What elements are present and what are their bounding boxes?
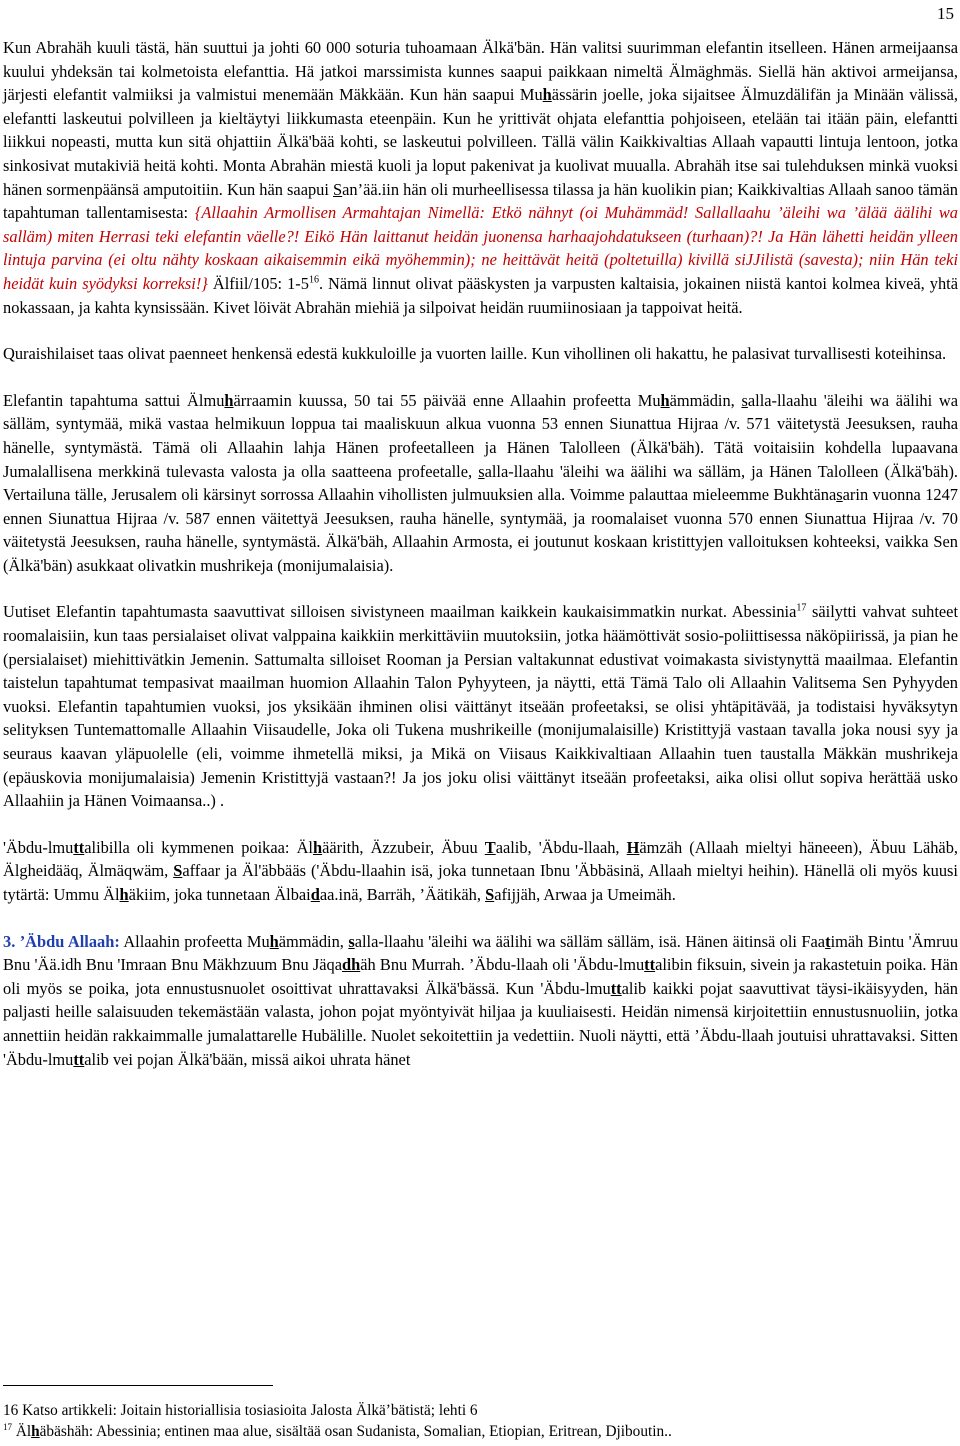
text-run: Quraishilaiset taas olivat paenneet henkensä edestä kukkuloille ja vuorten laille. Kun vihollinen oli hakattu, he palasivat turvallisesti koteihinsa. (3, 344, 947, 364)
transliteration-mark: h (224, 390, 234, 410)
transliteration-mark-bold (611, 979, 622, 998)
transliteration-mark: tt (73, 1049, 85, 1069)
text-run: ämzäh (Allaah mieltyi häneeen), Äbuu Lähäb, Älgheidääq, Älmäqwäm, (3, 837, 958, 881)
transliteration-mark-bold (270, 932, 279, 951)
transliteration-mark: h (542, 85, 552, 105)
transliteration-mark-bold (543, 85, 552, 104)
transliteration-mark-bold (73, 838, 84, 857)
transliteration-mark: s (836, 485, 843, 505)
footnote-reference: 16 (308, 274, 319, 286)
page-number: 15 (937, 4, 954, 23)
transliteration-mark: S (173, 861, 183, 881)
footnote-reference: 17 (796, 603, 807, 614)
transliteration-mark-bold (627, 838, 640, 857)
transliteration-mark-bold (73, 1050, 84, 1069)
footnote-reference: 17 (3, 1421, 12, 1432)
text-run: afijjäh, Arwaa ja Umeimäh. (494, 885, 676, 904)
text-run: 'Äbdu-lmu (3, 837, 74, 857)
text-run: ibout (620, 1423, 653, 1440)
transliteration-mark: tt (73, 837, 85, 857)
transliteration-mark-bold (31, 1423, 40, 1440)
transliteration-mark-bold (173, 861, 182, 880)
transliteration-mark-bold (224, 391, 233, 410)
text-run: raa /v. 571 väitetystä Jeesuksen, rauha hänelle, syntymästä. Tämä oli Allaahin lahja Hänen profeetalleen ja Hänen Talolleen (Älkä'bäh). Tätä voitaisiin kohdella lupaavana Jumalallisena merkkinä tulevasta valosta ja olla saatteena profeetalle, (3, 414, 959, 481)
transliteration-mark-bold (485, 838, 496, 857)
transliteration-mark: h (269, 931, 279, 951)
transliteration-mark-bold (311, 885, 320, 904)
text-run: alib vei pojan Älkä'bään, missä aikoi uhrata hänet (84, 1049, 411, 1069)
footnote (3, 1421, 953, 1442)
text-run: Kun Abrahäh kuuli tästä, hän suuttui ja johti 60 000 soturia tuhoamaan Älkä'bän. Hän valitsi suurimman elefantin itselleen. Hänen armeijaansa kuului yhdeksän tai kolmetoista elefanttia. Hä jatkoi marssimista kunnes saapui paikkaan nimeltä Älmäghmäs. Siellä hän aktivoi armeijansa, järjesti elefantit valmiiksi ja valmistui menemään Mäkkään. Kun hän saapui Mu (3, 38, 958, 105)
text-run: ärraamin kuussa, 50 tai 55 päivää enne Allaahin profeetta Mu (233, 390, 661, 410)
text-run: säilytti vahvat suhteet roomalaisiin, kun taas persialaiset olivat valppaina kaikkiin merkittäviin muutoksiin, jotka häämöttivät sosio-poliittisessa näköpiirissä, ja pian he (persialaiset) miehittivätkin Jemenin. Sattumalta silloiset Rooman ja Persian valtakunnat edustivat voimakasta sivistynyttä maailmaa. Elefantin taistelun tapahtumat tempasivat maailman huomion Allaahin Talon Pyhyyteen, ja näytti, että Tämä Talo oli Allaahin Valitsema Sen Pyhyyden vuoksi. Elefantin tapahtumien vuoksi, jos yksikään ihminen olisi väittänyt itseään profeetaksi, se olisi yhtäpitävää, ja todistaisi hyväksytyn selityksen Tuntemattomalle Allaahin Viisaudelle, Joka oli Tukena mushrikeille (monijumalaisille) Kristittyjä vastaan tavalla joka nousi syy ja seuraus kaavan yläpuolelle (eli, voimme ihmetellä miksi, ja Mikä on Viisaus Kaikkivaltiaan Allaahin tuen taustalla Mäkkän mushrikeja (epäuskovia monijumalaisia) Jemenin Kristittyjä vastaan?! Ja jos joku olisi väittänyt itseään profeetaksi, aika olisi ollut sopiva herättää usko Allaahiin ja Hänen Voimaansa..) . (3, 602, 958, 811)
text-run: alibilla oli kymmenen poikaa: Äl (84, 837, 313, 857)
paragraph (3, 836, 958, 907)
text-run: aa.inä, Barräh, ’Äätikäh, (319, 885, 486, 904)
text-run: an’ää.iin hän oli murheellisessa tilassa ja hän kuolikin pian; Kaikkivaltias Allaah sanoo tämän tapahtuman tallentamisesta: (3, 179, 958, 223)
transliteration-mark: dh (342, 955, 361, 975)
text-run: Äl (12, 1423, 32, 1440)
document-body (3, 36, 958, 1071)
transliteration-mark: h (312, 837, 323, 857)
paragraph (3, 600, 958, 812)
transliteration-mark: t (825, 931, 831, 951)
transliteration-mark: j (616, 1423, 621, 1440)
transliteration-mark-bold (120, 885, 129, 904)
transliteration-mark: d (310, 885, 320, 904)
transliteration-mark: h (660, 390, 670, 410)
transliteration-mark: s (741, 390, 748, 410)
text-run: äkiim, joka tunnetaan Älbai (128, 885, 311, 904)
transliteration-mark-bold (661, 391, 670, 410)
section-heading: 3. ’Äbdu Allaah: (3, 931, 120, 951)
transliteration-mark: j (132, 508, 138, 528)
transliteration-mark: S (485, 885, 495, 904)
text-run: Älfiil/105: 1-5 (207, 273, 309, 293)
footnote (3, 1400, 953, 1421)
transliteration-mark: H (626, 837, 640, 857)
text-run: ämmädin, (669, 390, 742, 410)
transliteration-mark: s (478, 461, 485, 481)
text-run: äärith, Äzzubeir, Äbuu (322, 837, 485, 857)
text-run: affaar ja Äl'äbbääs ('Äbdu-llaahin isä, joka tunnetaan Ibnu 'Äbbäsinä, Allaah mieltyi heihin). Hänellä oli myös kuusi tytärtä: Ummu Äl (3, 861, 958, 904)
paragraph (3, 36, 958, 319)
transliteration-mark-bold (313, 838, 322, 857)
text-run: alib kaikki pojat saavuttivat täysi-ikäisyyden, hän paljasti heille salaisuuden tekemästään valasta, johon pojat myöntyivät hiljaa ja kuuliaisesti. Heidän nimensä kirjoitettiin ennustusnuoliin, jotka annettiin heidän rakkaimmalle jumalattarelle Hubälille. Nuolet sekoitettiin ja vedettiin. Nuoli näytti, että ’Äbdu-llaah joutuisi uhrattavaksi. Sitten 'Äbdu-lmu (3, 978, 958, 1069)
text-run: äbäshäh: Abessinia; entinen maa alue, sisältää osan Sudanista, Somalian, Etiopian, Eritrean, D (39, 1423, 617, 1440)
transliteration-mark: j (888, 508, 894, 528)
quran-quote: {Allaahin Armollisen Armahtajan Nimellä: Etkö nähnyt (oi Muhämmäd! Sallallaahu ’äleihi wa ’älää äälihi wa salläm) miten Herrasi teki elefantin väelle?! Eikö Hän laittanut heidän juonensa harhaajohdatukseen (turhaan)?! Ja Hän lähetti heidän ylleen lintuja parvina (ei oltu nähty koskaan aikaisemmin eikä myöhemmin); ne heittävät heitä (poltetuilla) kivillä siJJilistä (savesta); niin Hän teki heidät kuin syödyksi korreksi!} (3, 203, 958, 293)
transliteration-mark: h (31, 1423, 40, 1440)
text-run: raa /v. 587 ennen väitettyä Jeesuksen, rauha hänelle, syntymää, ja roomalaiset vuonna 570 ennen Siunattua Hi (137, 508, 889, 528)
paragraph (3, 930, 958, 1072)
transliteration-mark-bold (644, 955, 655, 974)
text-run: alla-llaahu 'äleihi wa äälihi wa sälläm, syntymää, mikä vastaa helmikuun loppua tai maaliskuun alkua vuonna 53 ennen Siunattua Hi (3, 390, 958, 434)
transliteration-mark: j (693, 414, 699, 434)
transliteration-mark-bold (342, 955, 360, 974)
footnote-divider (3, 1385, 273, 1386)
transliteration-mark: s (348, 931, 355, 951)
text-run: raa /v. 70 väitetystä Jeesuksen, rauha hänelle, syntymästä. Älkä'bäh, Allaahin Armosta, ei joutunut koskaan kristittyjen valloituksen kohteeksi, vaikka Sen (Älkä'bän) asukkaat olivatkin mushrikeja (monijumalaisia). (3, 508, 958, 575)
text-run: ämmädin, (278, 931, 349, 951)
text-run: äh Bnu Murrah. ’Äbdu-llaah oli 'Äbdu-lmu (360, 955, 645, 975)
text-run: aalib, 'Äbdu-llaah, (495, 837, 627, 857)
text-run: arin vuonna 1247 ennen Siunattua Hi (3, 485, 958, 528)
text-run: 16 Katso artikkeli: Joitain historiallisia tosiasioita Jalosta Älkä’bätistä; lehti 6 (3, 1402, 478, 1419)
text-run: in.. (652, 1423, 672, 1440)
text-run: Uutiset Elefantin tapahtumasta saavuttivat silloisen sivistyneen maailman kaikkein kaukaisimmatkin nurkat. Abessinia (3, 602, 797, 622)
transliteration-mark: T (484, 837, 496, 857)
transliteration-mark-bold (485, 885, 494, 904)
text-run: Allaahin profeetta Mu (119, 931, 270, 951)
text-run: Elefantin tapahtuma sattui Älmu (3, 390, 225, 410)
paragraph (3, 342, 958, 366)
text-run: imäh Bintu 'Ämruu Bnu 'Ää.idh Bnu 'Imraan Bnu Mäkhzuum Bnu Jäqa (3, 931, 959, 975)
text-run: ässärin joelle, joka sijaitsee Älmuzdälifän ja Minään välissä, elefantti laskeutui polvilleen ja kieltäytyi liikkumasta eteenpäin. Kun he yrittivät ohjata elefanttia pohjoiseen, etelään tai itään päin, elefantti liikkui nopeasti, mutta kun sitä ohjattiin Älkä'bää kohti, se laskeutui polvilleen. Tällä välin Kaikkivaltias Allaah vapautti lintuja lentoon, jotka sinkosivat mutakiviä heitä kohti. Monta Abrahän miestä kuoli ja loput pakenivat ja kuolivat muualla. Abrahäh itse sai tulehduksen minkä vuoksi hänen sormenpäänsä amputoitiin. Kun hän saapui (3, 85, 958, 199)
transliteration-mark: tt (644, 955, 656, 975)
footnotes (3, 1400, 953, 1442)
transliteration-mark: h (119, 885, 129, 904)
text-run: alla-llaahu 'äleihi wa äälihi wa sälläm sälläm, isä. Hänen äitinsä oli Faa (354, 931, 826, 951)
text-run: alibin fiksuin, sivein ja rakastetuin poika. Hän oli myös se poika, jota ennustusnuolet osoittivat uhrattavaksi Älkä'bässä. Kun 'Äbdu-lmu (3, 955, 958, 998)
transliteration-mark: S (333, 179, 343, 199)
text-run: alla-llaahu 'äleihi wa äälihi wa sälläm, ja Hänen Talolleen (Älkä'bäh). Vertailuna tälle, Jerusalem oli kärsinyt sorrossa Allaahin vihollisten julmuuksien alla. Voimme palauttaa mieleemme Bukhtäna (3, 461, 959, 505)
transliteration-mark: tt (610, 978, 622, 998)
text-run: . Nämä linnut olivat pääskysten ja varpusten kaltaisia, jokainen niistä kantoi kolmea kiveä, yhtä nokassaan, ja kahta kynsissään. Kivet löivät Abrahän miehiä ja silpoivat heidän ruumiinosiaan ja tappoivat heitä. (3, 273, 959, 317)
paragraph (3, 389, 958, 578)
